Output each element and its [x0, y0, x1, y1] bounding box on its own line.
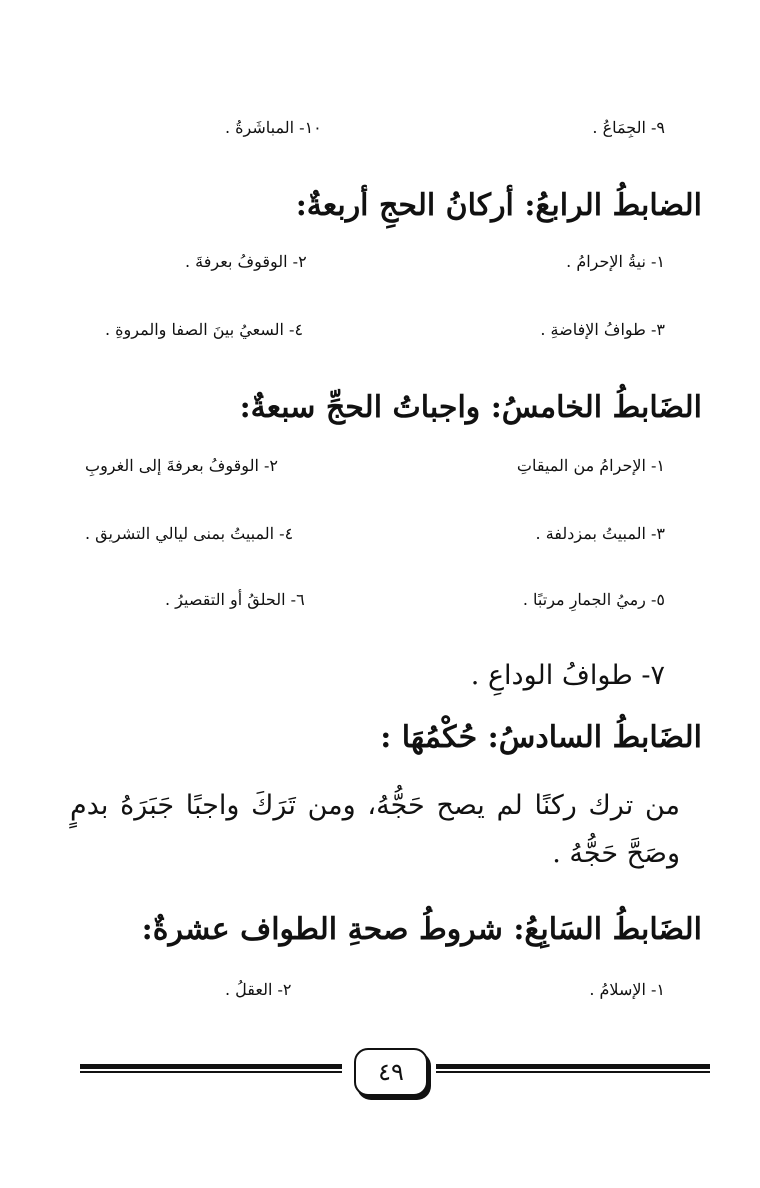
paragraph: من ترك ركنًا لم يصح حَجُّهُ، ومن تَرَكَ واجبًا جَبَرَهُ بدمٍ وصَحَّ حَجُّهُ .: [70, 790, 680, 869]
list-item: ١- الإسلامُ .: [589, 980, 665, 999]
list-item: ٧- طوافُ الوداعِ .: [470, 660, 665, 691]
item-row: [105, 320, 665, 339]
item-row: [165, 590, 665, 609]
footer-rule-right: [436, 1064, 710, 1073]
list-item: ٢- الوقوفُ بعرفةَ إلى الغروبِ: [85, 456, 278, 475]
list-item: ١- نيةُ الإحرامُ .: [566, 252, 665, 271]
list-item: ٩- الجِمَاعُ .: [592, 118, 665, 137]
page-number: ٤٩: [354, 1048, 428, 1096]
list-item: ٥- رميُ الجمارِ مرتبًا .: [522, 590, 665, 609]
list-item: ٢- الوقوفُ بعرفةَ .: [185, 252, 307, 271]
list-item: ٤- المبيتُ بمنى ليالي التشريق .: [85, 524, 294, 543]
item-row: [225, 118, 665, 137]
item-row: [85, 524, 665, 543]
list-item: ٣- طوافُ الإفاضةِ .: [540, 320, 665, 339]
item-row: [185, 252, 665, 271]
section-heading: الضَابطُ الخامسُ: واجباتُ الحجِّ سبعةٌ:: [239, 390, 702, 425]
list-item: ١٠- المباشَرةُ .: [225, 118, 322, 137]
item-row: [225, 980, 665, 999]
list-item: ٤- السعيُ بينَ الصفا والمروةِ .: [105, 320, 304, 339]
list-item: ٦- الحلقُ أو التقصيرُ .: [165, 590, 305, 609]
section-heading: الضَابطُ السَابِعُ: شروطُ صحةِ الطواف عشرةٌ:: [141, 912, 702, 947]
section-heading: الضَابطُ السادسُ: حُكْمُهَا :: [380, 720, 702, 755]
list-item: ١- الإحرامُ من الميقاتِ: [516, 456, 665, 475]
list-item: ٢- العقلُ .: [225, 980, 292, 999]
section-heading: الضابطُ الرابعُ: أركانُ الحجِ أربعةٌ:: [295, 188, 702, 223]
item-row: [85, 456, 665, 475]
footer-rule-left: [80, 1064, 342, 1073]
list-item: ٣- المبيتُ بمزدلفة .: [535, 524, 665, 543]
